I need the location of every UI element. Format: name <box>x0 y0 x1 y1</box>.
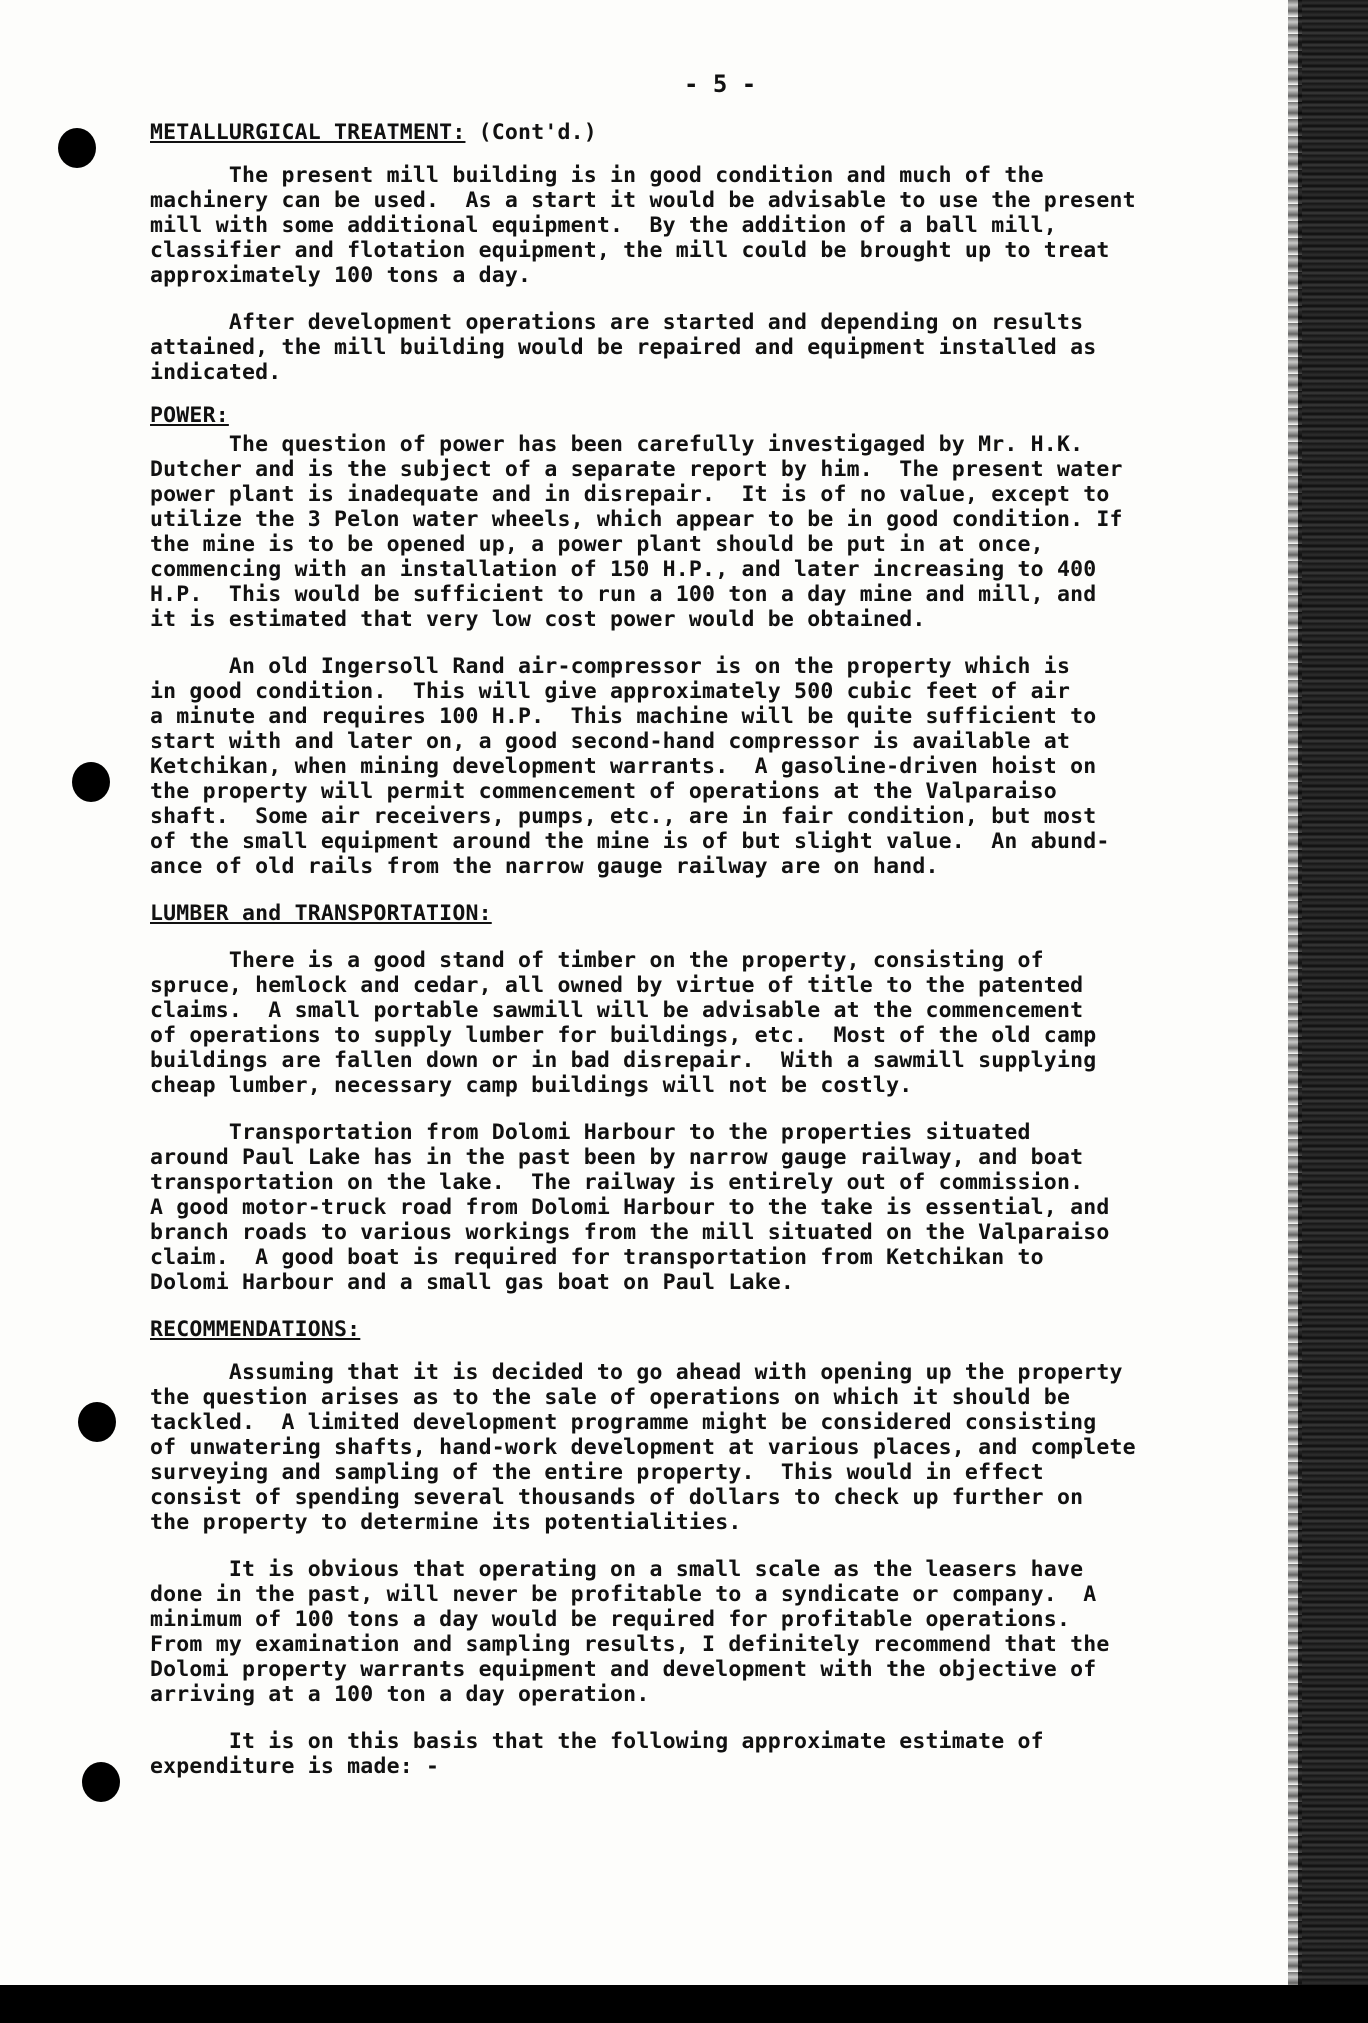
scan-bottom-border <box>0 1985 1368 2023</box>
heading-underlined: METALLURGICAL TREATMENT: <box>150 120 466 145</box>
paragraph: It is obvious that operating on a small scale as the leasers have done in the past, will never be profitable to a syndicate or company. A minimum of 100 tons a day would be required for profitable operations. From my examination and sampling results, I definitely recommend that the Dolomi property warrants equipment and development with the objective of arriving at a 100 ton a day operation. <box>150 1557 1110 1707</box>
punch-hole-2 <box>72 762 110 802</box>
paragraph: After development operations are started and depending on results attained, the mill building would be repaired and equipment installed as indicated. <box>150 310 1097 385</box>
heading-underlined: POWER: <box>150 403 229 428</box>
heading-rest: (Cont'd.) <box>465 120 597 145</box>
punch-hole-4 <box>82 1762 120 1802</box>
paragraph: The question of power has been carefully investigaged by Mr. H.K. Dutcher and is the subject of a separate report by him. The present water power plant is inadequate and in disrepair. It is of no value, except to utilize the 3 Pelon water wheels, which appear to be in good condition. If the mine is to be opened up, a power plant should be put in at once, commencing with an installation of 150 H.P., and later increasing to 400 H.P. This would be sufficient to run a 100 ton a day mine and mill, and it is estimated that very low cost power would be obtained. <box>150 432 1123 632</box>
page-number: - 5 - <box>684 70 757 98</box>
heading-underlined: LUMBER and TRANSPORTATION: <box>150 901 492 926</box>
paragraph: It is on this basis that the following approximate estimate of expenditure is made: - <box>150 1729 1044 1779</box>
section-heading-metallurgical <box>150 120 1290 145</box>
paragraph: An old Ingersoll Rand air-compressor is on the property which is in good condition. This will give approximately 500 cubic feet of air a minute and requires 100 H.P. This machine will be quite sufficient to start with and later on, a good second-hand compressor is available at Ketchikan, when mining development warrants. A gasoline-driven hoist on the property will permit commencement of operations at the Valparaiso shaft. Some air receivers, pumps, etc., are in fair condition, but most of the small equipment around the mine is of but slight value. An abund- ance of old rails from the narrow gauge railway are on hand. <box>150 654 1110 879</box>
scan-edge-shadow <box>1298 0 1368 2023</box>
document-body <box>150 60 1290 1779</box>
paragraph: Assuming that it is decided to go ahead with opening up the property the question arises as to the sale of operations on which it should be tackled. A limited development programme might be considered consisting of unwatering shafts, hand-work development at various places, and complete surveying and sampling of the entire property. This would in effect consist of spending several thousands of dollars to check up further on the property to determine its potentialities. <box>150 1360 1136 1535</box>
section-heading-lumber-transportation <box>150 901 1290 926</box>
punch-hole-3 <box>78 1402 116 1442</box>
paragraph: There is a good stand of timber on the property, consisting of spruce, hemlock and cedar, all owned by virtue of title to the patented claims. A small portable sawmill will be advisable at the commencement of operations to supply lumber for buildings, etc. Most of the old camp buildings are fallen down or in bad disrepair. With a sawmill supplying cheap lumber, necessary camp buildings will not be costly. <box>150 948 1097 1098</box>
paragraph: The present mill building is in good condition and much of the machinery can be used. As a start it would be advisable to use the present mill with some additional equipment. By the addition of a ball mill, classifier and flotation equipment, the mill could be brought up to treat approximately 100 tons a day. <box>150 163 1136 288</box>
heading-underlined: RECOMMENDATIONS: <box>150 1317 361 1342</box>
section-heading-recommendations <box>150 1317 1290 1342</box>
punch-hole-1 <box>58 128 96 168</box>
section-heading-power <box>150 403 1290 428</box>
paragraph: Transportation from Dolomi Harbour to the properties situated around Paul Lake has in the past been by narrow gauge railway, and boat transportation on the lake. The railway is entirely out of commission. A good motor-truck road from Dolomi Harbour to the take is essential, and branch roads to various workings from the mill situated on the Valparaiso claim. A good boat is required for transportation from Ketchikan to Dolomi Harbour and a small gas boat on Paul Lake. <box>150 1120 1110 1295</box>
